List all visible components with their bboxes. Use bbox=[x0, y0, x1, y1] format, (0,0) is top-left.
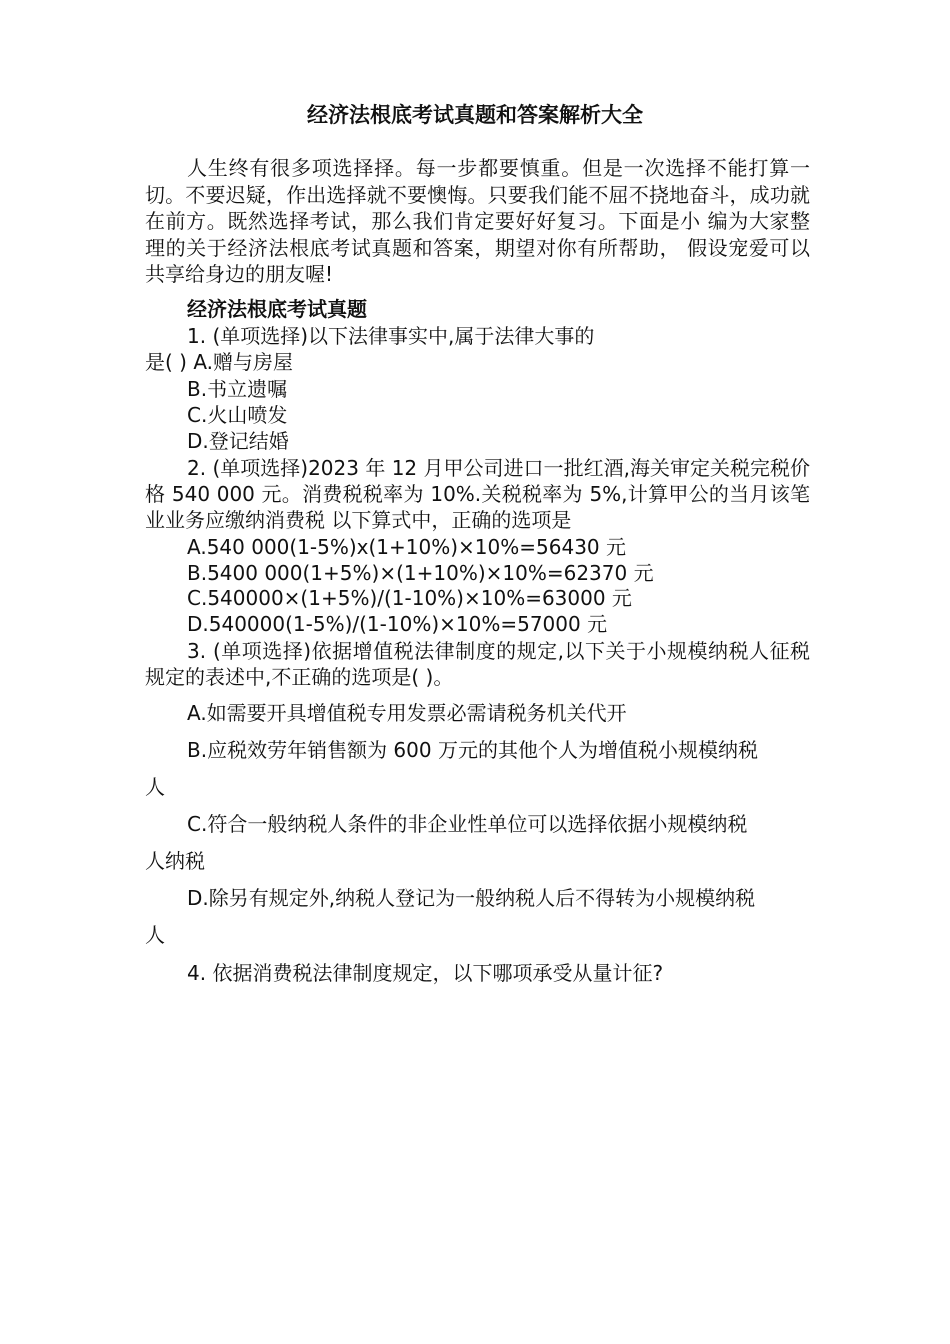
q3-option-d-line1: D.除另有规定外,纳税人登记为一般纳税人后不得转为小规模纳税 bbox=[187, 886, 756, 910]
q3-option-c-line2: 人纳税 bbox=[145, 849, 205, 873]
q3-option-a: A.如需要开具增值税专用发票必需请税务机关代开 bbox=[187, 701, 627, 725]
q1-option-b: B.书立遗嘱 bbox=[187, 377, 288, 401]
q4-stem: 4. 依据消费税法律制度规定，以下哪项承受从量计征? bbox=[187, 961, 664, 985]
q2-option-c: C.540000×(1+5%)/(1-10%)×10%=63000 元 bbox=[187, 586, 632, 610]
q3-option-b-line1: B.应税效劳年销售额为 600 万元的其他个人为增值税小规模纳税 bbox=[187, 738, 758, 762]
document-title: 经济法根底考试真题和答案解析大全 bbox=[307, 103, 643, 127]
q1-stem-line2: 是( ) A.赠与房屋 bbox=[145, 350, 294, 374]
q2-option-a: A.540 000(1-5%)x(1+10%)×10%=56430 元 bbox=[187, 535, 626, 559]
section-heading: 经济法根底考试真题 bbox=[187, 297, 367, 321]
q2-stem: 2. (单项选择)2023 年 12 月甲公司进口一批红酒,海关审定关税完税价格 540 000 元。消费税税率为 10%.关税税率为 5%,计算甲公的当月该笔业业务应缴纳消费税 以下算式中，正确的选项是 bbox=[145, 456, 810, 532]
q2-option-d: D.540000(1-5%)/(1-10%)×10%=57000 元 bbox=[187, 612, 608, 636]
q3-stem: 3. (单项选择)依据增值税法律制度的规定,以下关于小规模纳税人征税规定的表述中,不正确的选项是( )。 bbox=[145, 639, 810, 689]
intro-paragraph: 人生终有很多项选择择。每一步都要慎重。但是一次选择不能打算一 切。不要迟疑，作出选择就不要懊悔。只要我们能不屈不挠地奋斗，成功就在前方。既然选择考试，那么我们肯定要好好复习。下面是小 编为大家整理的关于经济法根底考试真题和答案，期望对你有所帮助， 假设宠爱可以共享给身边的朋友喔! bbox=[145, 156, 810, 286]
q3-option-c-line1: C.符合一般纳税人条件的非企业性单位可以选择依据小规模纳税 bbox=[187, 812, 748, 836]
q3-option-b-line2: 人 bbox=[145, 775, 165, 799]
q3-option-d-line2: 人 bbox=[145, 923, 165, 947]
q1-option-d: D.登记结婚 bbox=[187, 429, 289, 453]
q1-option-c: C.火山喷发 bbox=[187, 403, 288, 427]
q1-stem-line1: 1. (单项选择)以下法律事实中,属于法律大事的 bbox=[187, 324, 595, 348]
q2-option-b: B.5400 000(1+5%)×(1+10%)×10%=62370 元 bbox=[187, 561, 654, 585]
